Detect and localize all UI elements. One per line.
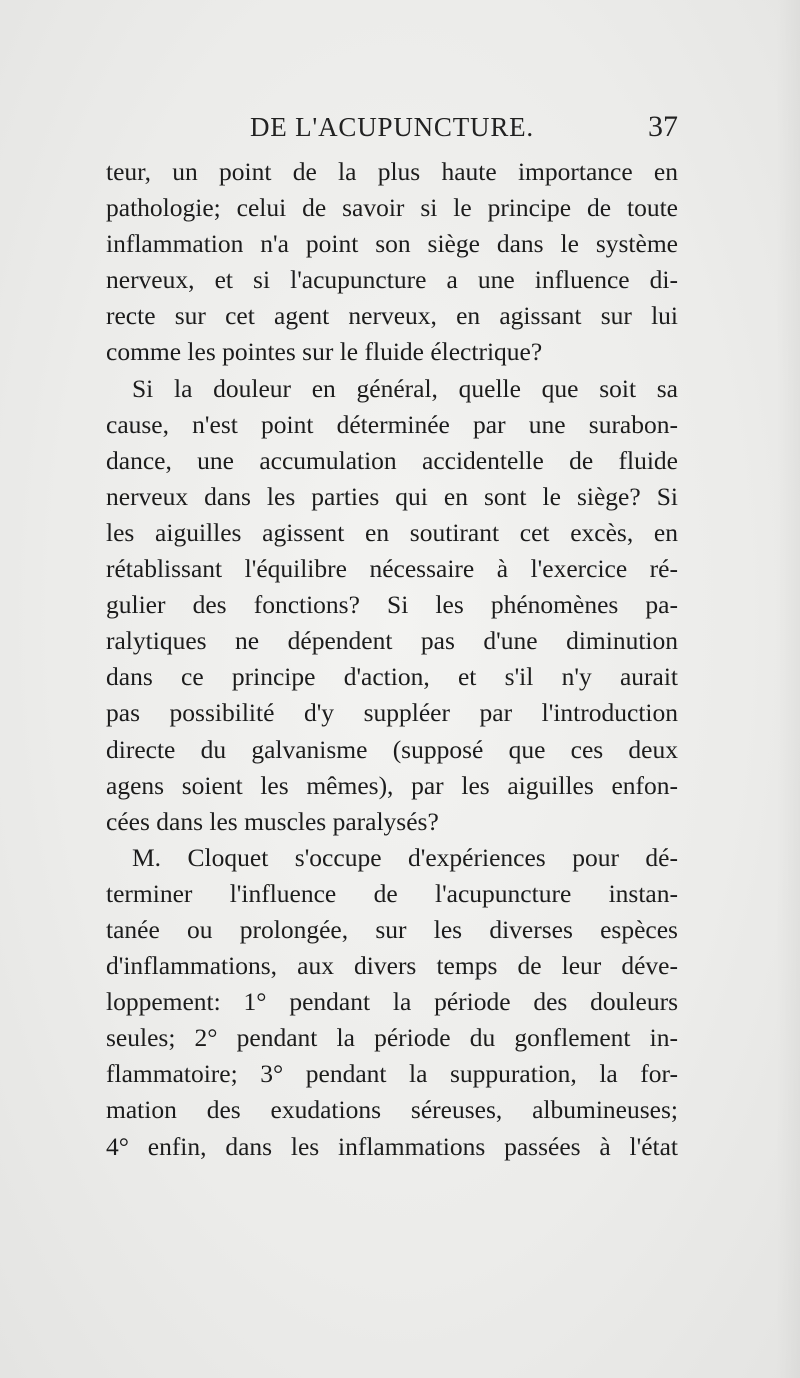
text-line: loppement: 1° pendant la période des douleurs [106, 987, 678, 1017]
paragraph-start-line: M. Cloquet s'occupe d'expériences pour dé- [132, 842, 678, 872]
text-line: dans ce principe d'action, et s'il n'y aurait [106, 662, 678, 692]
text-line: recte sur cet agent nerveux, en agissant sur lui [106, 301, 678, 331]
text-line: cées dans les muscles paralysés? [106, 806, 439, 836]
text-line: teur, un point de la plus haute importance en [106, 157, 678, 186]
text-line: directe du galvanisme (supposé que ces deux [106, 734, 678, 764]
running-head-title: DE L'ACUPUNCTURE. [250, 112, 534, 142]
text-line: pas possibilité d'y suppléer par l'introduction [106, 698, 678, 728]
text-line: flammatoire; 3° pendant la suppuration, la for- [106, 1059, 678, 1089]
text-line: seules; 2° pendant la période du gonflement in- [106, 1023, 678, 1053]
text-line: agens soient les mêmes), par les aiguilles enfon- [106, 770, 678, 800]
paragraph-start-line: Si la douleur en général, quelle que soit sa [132, 373, 678, 403]
text-line: mation des exudations séreuses, albumineuses; [106, 1095, 678, 1125]
text-line: tanée ou prolongée, sur les diverses espèces [106, 914, 678, 944]
text-line: gulier des fonctions? Si les phénomènes pa- [106, 590, 678, 620]
text-line: inflammation n'a point son siège dans le système [106, 229, 678, 259]
text-line: les aiguilles agissent en soutirant cet excès, en [106, 517, 678, 547]
text-line: 4° enfin, dans les inflammations passées à l'état [106, 1131, 678, 1161]
text-line: dance, une accumulation accidentelle de fluide [106, 445, 678, 475]
text-line: ralytiques ne dépendent pas d'une diminution [106, 626, 678, 656]
text-line: comme les pointes sur le fluide électrique? [106, 337, 543, 367]
text-line: terminer l'influence de l'acupuncture instan- [106, 878, 678, 908]
text-line: rétablissant l'équilibre nécessaire à l'exercice ré- [106, 554, 678, 584]
text-line: cause, n'est point déterminée par une surabon- [106, 409, 678, 439]
page-edge-shadow [776, 0, 800, 1378]
text-line: pathologie; celui de savoir si le principe de toute [106, 193, 678, 223]
body-text [106, 154, 678, 1165]
running-head [105, 108, 680, 148]
page-number: 37 [648, 110, 678, 143]
text-line: d'inflammations, aux divers temps de leur déve- [106, 951, 678, 981]
text-line: nerveux, et si l'acupuncture a une influence di- [106, 265, 678, 295]
text-line: nerveux dans les parties qui en sont le siège? Si [106, 481, 678, 511]
